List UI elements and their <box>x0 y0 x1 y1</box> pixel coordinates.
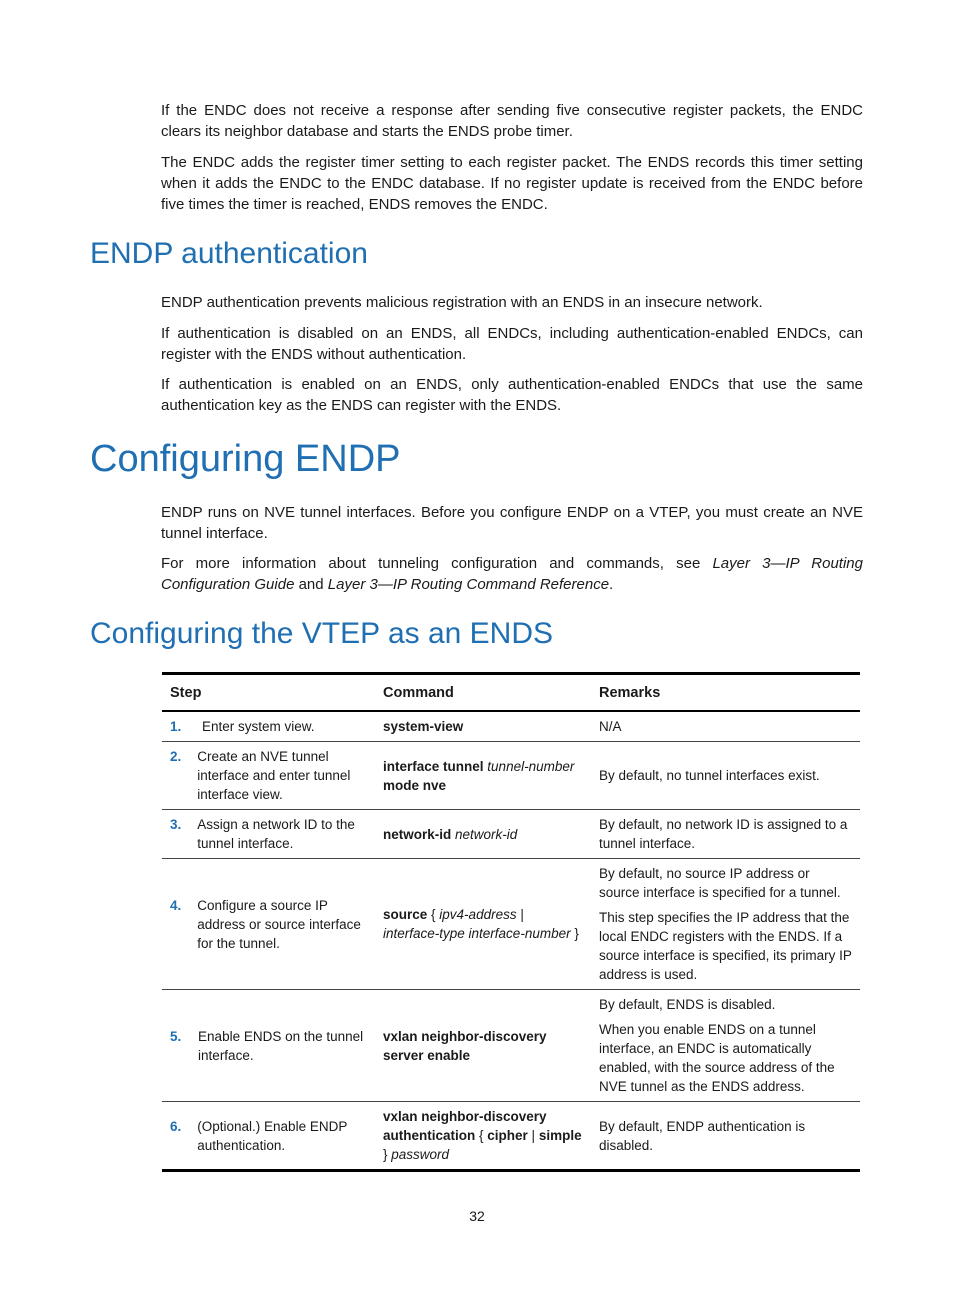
step-text: Enable ENDS on the tunnel interface. <box>198 1028 364 1063</box>
table-header-row <box>162 674 860 712</box>
command-cell <box>375 859 591 990</box>
step-number: 3. <box>170 817 182 832</box>
step-number: 1. <box>170 719 182 734</box>
step-text: Create an NVE tunnel interface and enter tunnel interface view. <box>197 749 351 802</box>
table-row <box>162 990 860 1102</box>
command-segment: cipher <box>487 1128 528 1143</box>
command-segment: } <box>570 926 579 941</box>
step-number: 6. <box>170 1118 182 1134</box>
remarks-cell <box>591 1102 860 1171</box>
remarks-cell <box>591 742 860 810</box>
section-heading-endp-authentication: ENDP authentication <box>90 237 368 270</box>
command-cell <box>375 810 591 859</box>
step-text: Enter system view. <box>202 719 315 734</box>
remark-text: By default, ENDS is disabled. <box>599 997 776 1012</box>
command-segment: interface-type interface-number <box>383 926 571 941</box>
step-cell <box>162 990 375 1102</box>
step-wrapper <box>170 815 367 853</box>
remark-text: This step specifies the IP address that the local ENDC registers with the ENDS. If a source interface is specified, its primary IP address is used. <box>599 910 852 982</box>
command-segment: } <box>383 1147 392 1162</box>
header-remarks: Remarks <box>591 674 860 712</box>
step-number: 4. <box>170 897 182 913</box>
step-cell <box>162 810 375 859</box>
section-heading-configuring-vtep: Configuring the VTEP as an ENDS <box>90 617 554 650</box>
remark-text: N/A <box>599 719 622 734</box>
config-guide-reference: Layer 3—IP Routing Configuration Guide <box>161 555 863 593</box>
command-reference: Layer 3—IP Routing Command Reference <box>327 576 610 593</box>
command-cell <box>375 742 591 810</box>
remarks-cell <box>591 859 860 990</box>
command-segment: { <box>475 1128 488 1143</box>
steps-table <box>162 672 860 1172</box>
command-segment: vxlan neighbor-discovery server enable <box>383 1028 547 1063</box>
command-segment: ipv4-address <box>439 907 517 922</box>
command-segment: tunnel-number <box>487 758 575 774</box>
remark-text: By default, no tunnel interfaces exist. <box>599 768 820 783</box>
step-text: Configure a source IP address or source interface for the tunnel. <box>197 897 361 951</box>
step-text: (Optional.) Enable ENDP authentication. <box>197 1118 348 1153</box>
command-segment: source <box>383 907 428 922</box>
command-segment: simple <box>538 1128 582 1143</box>
command-segment: password <box>391 1147 450 1162</box>
page-number: 32 <box>469 1208 485 1224</box>
step-text: Assign a network ID to the tunnel interface. <box>197 817 355 851</box>
auth-paragraph-2: If authentication is disabled on an ENDS, all ENDCs, including authentication-enabled ENDCs, can register with the ENDS without authentication. <box>161 325 863 363</box>
command-segment: | <box>516 907 524 922</box>
step-wrapper <box>170 896 367 953</box>
chapter-heading-configuring-endp: Configuring ENDP <box>90 438 401 480</box>
command-segment: vxlan neighbor-discovery authentication <box>383 1109 547 1143</box>
config-p2-text-c: and <box>294 576 328 593</box>
remarks-cell <box>591 810 860 859</box>
step-wrapper <box>170 1117 367 1155</box>
config-p2-text-a: For more information about tunneling configuration and commands, see <box>161 555 713 572</box>
config-paragraph-1: ENDP runs on NVE tunnel interfaces. Before you configure ENDP on a VTEP, you must create an NVE tunnel interface. <box>161 504 863 542</box>
header-command: Command <box>375 674 591 712</box>
step-cell <box>162 742 375 810</box>
command-segment: interface tunnel <box>383 758 484 774</box>
command-cell <box>375 711 591 742</box>
remark-text: When you enable ENDS on a tunnel interface, an ENDC is automatically enabled, with the source address of the NVE tunnel as the ENDS address. <box>599 1022 835 1094</box>
step-cell <box>162 711 375 742</box>
command-segment: system-view <box>383 719 464 734</box>
table-row <box>162 711 860 742</box>
header-step: Step <box>162 674 375 712</box>
command-segment: network-id <box>383 826 452 842</box>
step-wrapper <box>170 747 367 804</box>
step-wrapper <box>170 1027 367 1065</box>
step-cell <box>162 859 375 990</box>
intro-paragraph-2: The ENDC adds the register timer setting to each register packet. The ENDS records this timer setting when it adds the ENDC to the ENDC database. If no register update is received from the ENDC before five times the timer is reached, ENDS removes the ENDC. <box>161 154 863 213</box>
command-segment: | <box>527 1128 539 1143</box>
auth-paragraph-1: ENDP authentication prevents malicious registration with an ENDS in an insecure network. <box>161 294 763 311</box>
step-number: 5. <box>170 1028 182 1044</box>
step-number: 2. <box>170 749 182 764</box>
command-segment: network-id <box>455 826 518 842</box>
command-segment: mode nve <box>383 777 447 793</box>
auth-paragraph-3: If authentication is enabled on an ENDS, only authentication-enabled ENDCs that use the same authentication key as the ENDS can register with the ENDS. <box>161 376 863 414</box>
table-row <box>162 859 860 990</box>
steps-table-body <box>162 711 860 1171</box>
table-row <box>162 810 860 859</box>
command-cell <box>375 1102 591 1171</box>
table-row <box>162 742 860 810</box>
step-cell <box>162 1102 375 1171</box>
remark-text: By default, ENDP authentication is disabled. <box>599 1118 806 1153</box>
command-cell <box>375 990 591 1102</box>
config-p2-text-e: . <box>609 576 614 593</box>
command-segment: { <box>427 907 440 922</box>
config-paragraph-2 <box>161 553 863 595</box>
remark-text: By default, no network ID is assigned to a tunnel interface. <box>599 817 848 851</box>
remarks-cell <box>591 990 860 1102</box>
remark-text: By default, no source IP address or source interface is specified for a tunnel. <box>599 866 841 900</box>
remarks-cell <box>591 711 860 742</box>
table-row <box>162 1102 860 1171</box>
step-wrapper <box>170 717 367 736</box>
intro-paragraph-1: If the ENDC does not receive a response after sending five consecutive register packets, the ENDC clears its neighbor database and starts the ENDS probe timer. <box>161 102 863 140</box>
